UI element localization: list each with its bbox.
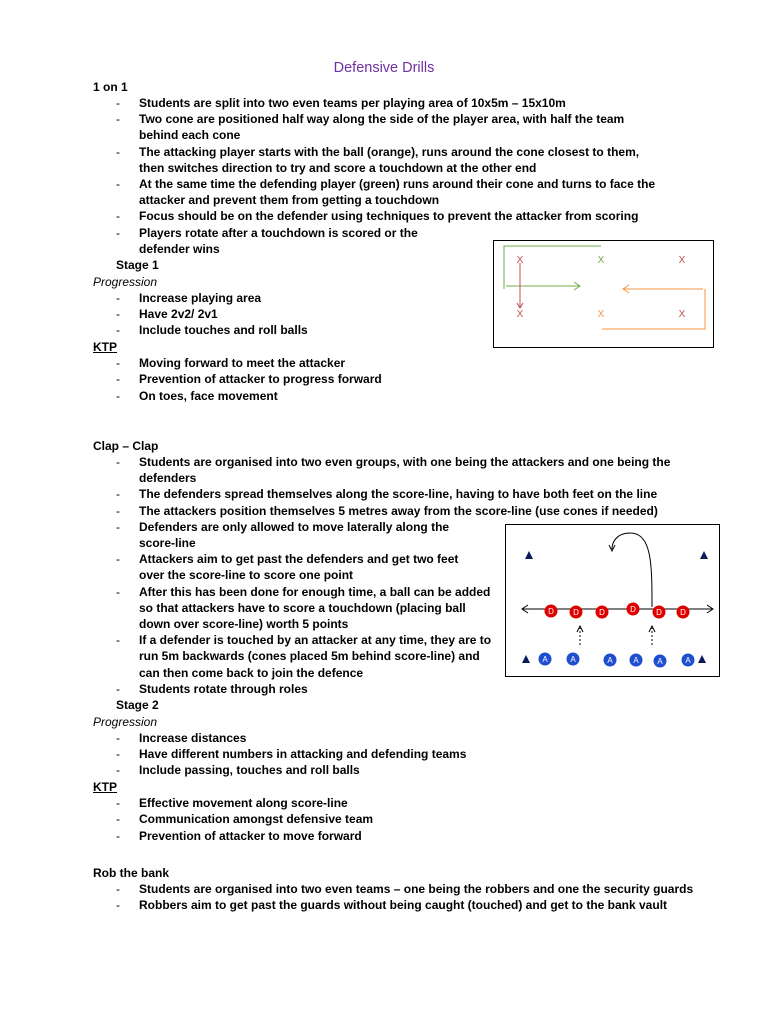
attacker-player <box>539 653 552 666</box>
progression-label: Progression <box>93 714 158 729</box>
list-item: - Have 2v2/ 2v1 <box>93 306 693 322</box>
one-on-one-diagram-svg <box>494 241 713 347</box>
marker-orange: X <box>597 309 605 320</box>
green-path-line <box>504 246 601 289</box>
svg-text:D: D <box>680 608 686 617</box>
defender-player <box>627 603 640 616</box>
ktp-label: KTP <box>93 339 117 354</box>
list-item: - The attacking player starts with the ball (orange), runs around the cone closest to them, then switches direction to try and score a touchdown at the other end <box>93 144 659 176</box>
ktp-list <box>93 355 693 404</box>
list-item: - Students are organised into two even teams – one being the robbers and one the security guards <box>93 881 714 897</box>
svg-text:A: A <box>607 656 613 665</box>
svg-text:A: A <box>570 655 576 664</box>
svg-text:A: A <box>685 656 691 665</box>
svg-text:A: A <box>657 657 663 666</box>
svg-text:A: A <box>542 655 548 664</box>
list-item: - Students rotate through roles <box>93 681 693 697</box>
defender-player <box>653 606 666 619</box>
orange-path-line <box>602 289 705 329</box>
page-title: Defensive Drills <box>333 60 435 76</box>
section-heading: Rob the bank <box>93 866 170 880</box>
clap-clap-diagram-svg <box>506 525 719 676</box>
list-item: - At the same time the defending player (green) runs around their cone and turns to face the attacker and prevent them from getting a touchdown <box>93 176 679 208</box>
marker-red-top-right: X <box>678 255 686 266</box>
svg-text:D: D <box>630 605 636 614</box>
defender-player <box>570 606 583 619</box>
attacker-player <box>630 654 643 667</box>
attacker-player <box>654 655 667 668</box>
progression-label: Progression <box>93 274 158 289</box>
marker-red-top-left: X <box>516 255 524 266</box>
defender-player <box>596 606 609 619</box>
section-heading: Clap – Clap <box>93 439 159 453</box>
bullet-list <box>93 95 693 257</box>
marker-red-bottom-right: X <box>678 309 686 320</box>
curved-run-path <box>612 533 652 607</box>
svg-text:A: A <box>633 656 639 665</box>
list-item: - Defenders are only allowed to move laterally along the score-line <box>93 519 484 551</box>
clap-clap-diagram <box>505 524 720 677</box>
defender-player <box>677 606 690 619</box>
bullet-list <box>93 881 693 913</box>
attacker-player <box>604 654 617 667</box>
list-item: - Moving forward to meet the attacker <box>93 355 693 371</box>
list-item: - Include passing, touches and roll balls <box>93 762 693 778</box>
marker-green: X <box>597 255 605 266</box>
list-item: - Prevention of attacker to progress forward <box>93 371 693 387</box>
svg-text:D: D <box>573 608 579 617</box>
list-item: - After this has been done for enough time, a ball can be added so that attackers have to score a touchdown (placing ball down over score-line) worth 5 points <box>93 584 499 633</box>
list-item: - Robbers aim to get past the guards without being caught (touched) and get to the bank vault <box>93 897 739 913</box>
list-item: - Two cone are positioned half way along the side of the player area, with half the team behind each cone <box>93 111 659 143</box>
cone-icon <box>525 551 533 559</box>
list-item: - Effective movement along score-line <box>93 795 693 811</box>
list-item: - Students are split into two even teams per playing area of 10x5m – 15x10m <box>93 95 693 111</box>
list-item: - Players rotate after a touchdown is scored or the defender wins <box>93 225 469 257</box>
list-item: - Students are organised into two even groups, with one being the attackers and one being the defenders <box>93 454 709 486</box>
cone-icon <box>522 655 530 663</box>
progression-list <box>93 730 693 779</box>
cone-icon <box>698 655 706 663</box>
svg-text:D: D <box>599 608 605 617</box>
list-item: - Increase playing area <box>93 290 693 306</box>
list-item: - Attackers aim to get past the defenders and get two feet over the score-line to score one point <box>93 551 484 583</box>
svg-text:D: D <box>548 607 554 616</box>
ktp-label: KTP <box>93 779 117 794</box>
list-item: - Prevention of attacker to move forward <box>93 828 693 844</box>
svg-text:D: D <box>656 608 662 617</box>
list-item: - Communication amongst defensive team <box>93 811 693 827</box>
stage-label: Stage 2 <box>116 698 159 713</box>
defender-player <box>545 605 558 618</box>
list-item: - If a defender is touched by an attacker at any time, they are to run 5m backwards (cones placed 5m behind score-line) and can then come back to join the defence <box>93 632 499 681</box>
list-item: - Include touches and roll balls <box>93 322 693 338</box>
section-rob-the-bank <box>93 865 693 913</box>
cone-icon <box>700 551 708 559</box>
list-item: - Increase distances <box>93 730 693 746</box>
attacker-player <box>682 654 695 667</box>
attacker-player <box>567 653 580 666</box>
ktp-list <box>93 795 693 844</box>
list-item: - Have different numbers in attacking and defending teams <box>93 746 693 762</box>
list-item: - The defenders spread themselves along the score-line, having to have both feet on the line <box>93 486 693 502</box>
section-heading: 1 on 1 <box>93 80 128 94</box>
one-on-one-diagram <box>493 240 714 348</box>
stage-label: Stage 1 <box>116 258 159 273</box>
list-item: - On toes, face movement <box>93 388 693 404</box>
marker-red-bottom-left: X <box>516 309 524 320</box>
list-item: - Focus should be on the defender using techniques to prevent the attacker from scoring <box>93 208 693 224</box>
list-item: - The attackers position themselves 5 metres away from the score-line (use cones if needed) <box>93 503 693 519</box>
